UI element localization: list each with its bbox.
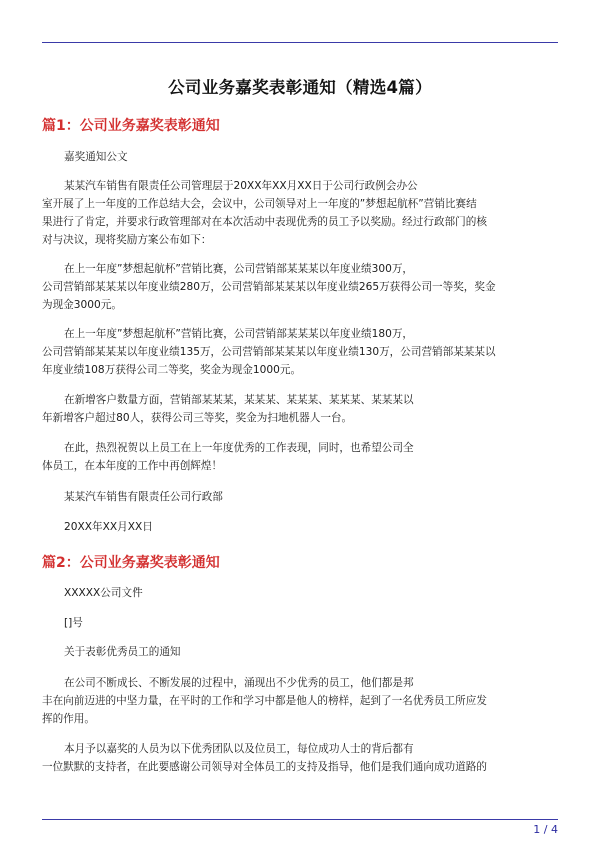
paragraph-file-number [42, 614, 558, 632]
text-line: 为现金3000元。 [42, 299, 122, 311]
text-line: 某某汽车销售有限责任公司管理层于20XX年XX月XX日于公司行政例会办公 [64, 180, 418, 192]
text-line: 嘉奖通知公文 [64, 151, 128, 163]
paragraph-second-prize [42, 325, 558, 379]
paragraph-intro [42, 177, 558, 249]
text-line: 挥的作用。 [42, 713, 95, 725]
text-line: 室开展了上一年度的工作总结大会，会议中，公司领导对上一年度的”梦想起航杯”营销比赛结 [42, 198, 477, 210]
text-line: 一位默默的支持者，在此要感谢公司领导对全体员工的支持及指导，他们是我们通向成功道路的 [42, 761, 487, 773]
text-line: 在上一年度”梦想起航杯”营销比赛，公司营销部某某某以年度业绩180万， [64, 328, 414, 340]
paragraph-third-prize [42, 391, 558, 427]
paragraph-award-recipients [42, 740, 558, 776]
paragraph-notice-title [42, 643, 558, 661]
text-line: 年新增客户超过80人，获得公司三等奖，奖金为扫地机器人一台。 [42, 412, 353, 424]
header-rule [42, 42, 558, 43]
text-line: 关于表彰优秀员工的通知 [64, 646, 181, 658]
paragraph-notice-label [42, 148, 558, 166]
paragraph-first-prize [42, 260, 558, 314]
text-line: 公司营销部某某某以年度业绩280万，公司营销部某某某以年度业绩265万获得公司一等奖，奖金 [42, 281, 496, 293]
paragraph-congratulations [42, 439, 558, 475]
text-line: 在此，热烈祝贺以上员工在上一年度优秀的工作表现，同时，也希望公司全 [64, 442, 414, 454]
section-1-heading: 篇1：公司业务嘉奖表彰通知 [42, 118, 220, 134]
text-line: 本月予以嘉奖的人员为以下优秀团队以及位员工，每位成功人士的背后都有 [64, 743, 414, 755]
text-line: 年度业绩108万获得公司二等奖，奖金为现金1000元。 [42, 364, 302, 376]
paragraph-date [42, 518, 558, 536]
text-line: 某某汽车销售有限责任公司行政部 [64, 491, 223, 503]
footer-rule [42, 819, 558, 820]
paragraph-growth [42, 674, 558, 728]
page-indicator: 1 / 4 [533, 823, 558, 836]
text-line: 在新增客户数量方面，营销部某某某，某某某、某某某、某某某、某某某以 [64, 394, 414, 406]
text-line: 果进行了肯定，并要求行政管理部对在本次活动中表现优秀的员工予以奖励。经过行政部门的核 [42, 216, 487, 228]
text-line: 对与决议，现将奖励方案公布如下： [42, 234, 212, 246]
text-line: 在上一年度”梦想起航杯”营销比赛，公司营销部某某某以年度业绩300万， [64, 263, 414, 275]
paragraph-company-file [42, 584, 558, 602]
paragraph-signature [42, 488, 558, 506]
section-2-heading: 篇2：公司业务嘉奖表彰通知 [42, 555, 220, 571]
text-line: 在公司不断成长、不断发展的过程中，涌现出不少优秀的员工，他们都是邦 [64, 677, 414, 689]
text-line: 公司营销部某某某以年度业绩135万，公司营销部某某某以年度业绩130万，公司营销部某某某以 [42, 346, 496, 358]
text-line: 体员工，在本年度的工作中再创辉煌！ [42, 460, 223, 472]
text-line: 丰在向前迈进的中坚力量，在平时的工作和学习中都是他人的榜样，起到了一名优秀员工所应发 [42, 695, 487, 707]
text-line: XXXXX公司文件 [64, 587, 143, 599]
text-line: 20XX年XX月XX日 [64, 521, 153, 533]
document-title: 公司业务嘉奖表彰通知（精选4篇） [168, 78, 432, 97]
text-line: []号 [64, 617, 83, 629]
